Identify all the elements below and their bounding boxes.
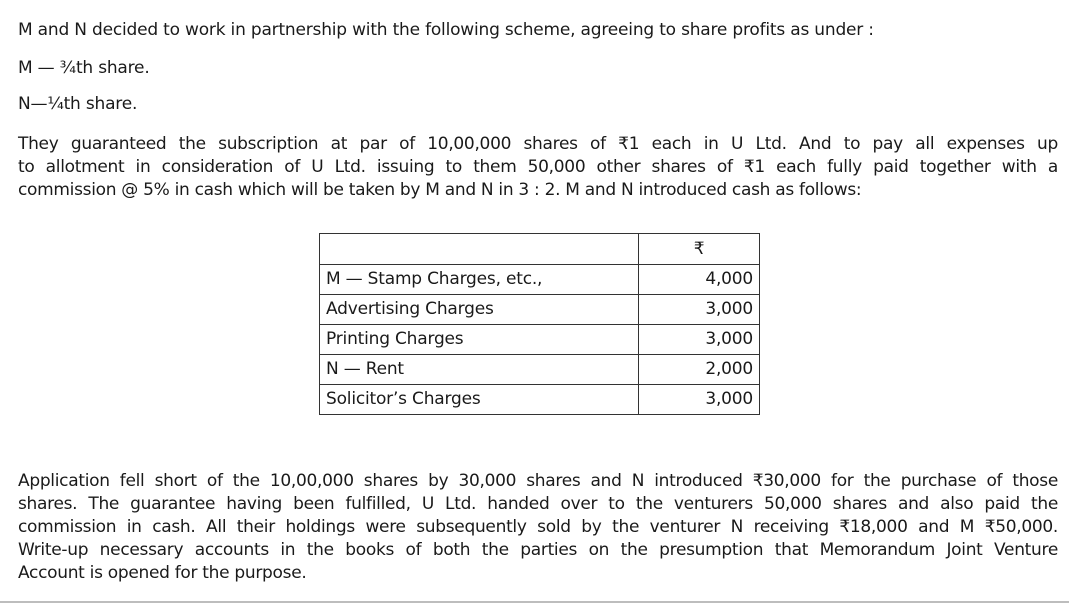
item-cell: Advertising Charges xyxy=(320,295,639,325)
guarantee-line: They guaranteed the subscription at par of 10,00,000 shares of ₹1 each in U Ltd. And to pay all expenses up xyxy=(18,134,1058,154)
amount-cell: 3,000 xyxy=(639,295,760,325)
closing-paragraph xyxy=(18,470,1058,585)
closing-line: commission in cash. All their holdings were subsequently sold by the venturer N receiving ₹18,000 and M ₹50,000. xyxy=(18,517,1058,537)
guarantee-line: commission @ 5% in cash which will be taken by M and N in 3 : 2. M and N introduced cash as follows: xyxy=(18,180,862,200)
closing-line: shares. The guarantee having been fulfilled, U Ltd. handed over to the venturers 50,000 shares and also paid the xyxy=(18,494,1058,514)
intro-text: M and N decided to work in partnership with the following scheme, agreeing to share profits as under : xyxy=(18,20,874,40)
table-row xyxy=(320,325,760,355)
amount-cell: 2,000 xyxy=(639,355,760,385)
amount-cell: 3,000 xyxy=(639,385,760,415)
item-cell: N — Rent xyxy=(320,355,639,385)
table-row xyxy=(320,295,760,325)
share-n-text: N—¼th share. xyxy=(18,94,138,114)
guarantee-line: to allotment in consideration of U Ltd. issuing to them 50,000 other shares of ₹1 each fully paid together with a xyxy=(18,157,1058,177)
closing-line: Application fell short of the 10,00,000 shares by 30,000 shares and N introduced ₹30,000 for the purchase of those xyxy=(18,471,1058,491)
table-header-row xyxy=(320,234,760,265)
amount-cell: 4,000 xyxy=(639,265,760,295)
item-cell: Printing Charges xyxy=(320,325,639,355)
cash-introduced-table xyxy=(319,233,760,415)
table-row xyxy=(320,385,760,415)
amount-cell: 3,000 xyxy=(639,325,760,355)
item-cell: Solicitor’s Charges xyxy=(320,385,639,415)
header-currency-cell: ₹ xyxy=(639,234,760,265)
table-row xyxy=(320,355,760,385)
item-cell: M — Stamp Charges, etc., xyxy=(320,265,639,295)
closing-line: Account is opened for the purpose. xyxy=(18,563,307,583)
guarantee-paragraph xyxy=(18,133,1058,202)
header-item-cell xyxy=(320,234,639,265)
share-m-text: M — ¾th share. xyxy=(18,58,150,78)
table-row xyxy=(320,265,760,295)
closing-line: Write-up necessary accounts in the books of both the parties on the presumption that Memorandum Joint Venture xyxy=(18,540,1058,560)
